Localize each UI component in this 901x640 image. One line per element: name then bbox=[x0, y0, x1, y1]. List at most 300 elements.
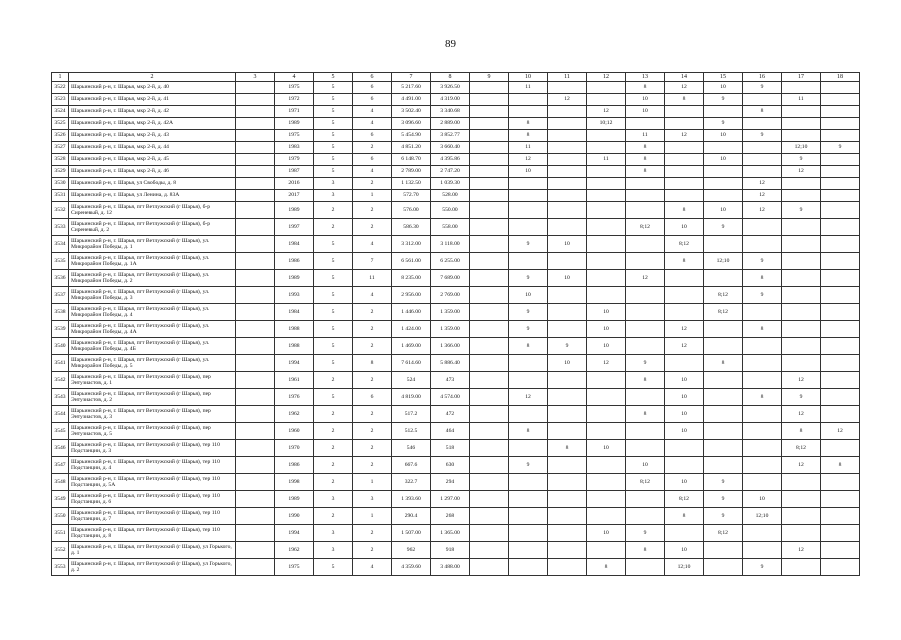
value-cell: 11 bbox=[587, 154, 626, 166]
value-cell: 5 217.60 bbox=[392, 82, 431, 94]
value-cell: 8 bbox=[626, 82, 665, 94]
value-cell: 12 bbox=[665, 338, 704, 355]
value-cell bbox=[704, 178, 743, 190]
value-cell: 1994 bbox=[275, 525, 314, 542]
value-cell: 6 bbox=[353, 130, 392, 142]
value-cell bbox=[236, 406, 275, 423]
value-cell: 10 bbox=[509, 287, 548, 304]
value-cell: 8 bbox=[626, 406, 665, 423]
value-cell: 1961 bbox=[275, 372, 314, 389]
table-row bbox=[52, 559, 860, 576]
column-number-7: 7 bbox=[392, 73, 431, 82]
value-cell bbox=[548, 491, 587, 508]
value-cell bbox=[236, 440, 275, 457]
table-row bbox=[52, 142, 860, 154]
value-cell bbox=[236, 106, 275, 118]
value-cell: 4 319.00 bbox=[431, 94, 470, 106]
value-cell: 10 bbox=[509, 166, 548, 178]
table-row bbox=[52, 178, 860, 190]
value-cell bbox=[782, 219, 821, 236]
row-number-cell: 3551 bbox=[52, 525, 69, 542]
column-number-14: 14 bbox=[665, 73, 704, 82]
address-cell: Шарьинский р-н, г. Шарья, пгт Ветлужский (г Шарья), ул. Микрорайон Победы, д. 5 bbox=[69, 355, 236, 372]
value-cell: 4 851.20 bbox=[392, 142, 431, 154]
value-cell: 918 bbox=[431, 542, 470, 559]
value-cell: 9 bbox=[509, 321, 548, 338]
row-number-cell: 3544 bbox=[52, 406, 69, 423]
value-cell bbox=[587, 202, 626, 219]
value-cell: 8 235.00 bbox=[392, 270, 431, 287]
value-cell bbox=[470, 253, 509, 270]
table-row bbox=[52, 130, 860, 142]
value-cell: 8 bbox=[782, 423, 821, 440]
value-cell bbox=[704, 542, 743, 559]
value-cell: 5 886.40 bbox=[431, 355, 470, 372]
value-cell: 1 359.00 bbox=[431, 304, 470, 321]
address-cell: Шарьинский р-н, г. Шарья, мкр 2-й, д. 42А bbox=[69, 118, 236, 130]
address-cell: Шарьинский р-н, г. Шарья, пгт Ветлужский (г Шарья), тер 110 Подстанции, д. 4 bbox=[69, 457, 236, 474]
table-row bbox=[52, 304, 860, 321]
row-number-cell: 3539 bbox=[52, 321, 69, 338]
value-cell: 10 bbox=[626, 106, 665, 118]
value-cell bbox=[821, 287, 860, 304]
value-cell: 5 bbox=[314, 82, 353, 94]
value-cell: 4 819.00 bbox=[392, 389, 431, 406]
value-cell: 1 366.00 bbox=[431, 338, 470, 355]
value-cell: 572.70 bbox=[392, 190, 431, 202]
value-cell: 1 bbox=[353, 190, 392, 202]
value-cell: 518 bbox=[431, 440, 470, 457]
value-cell: 1 bbox=[353, 508, 392, 525]
value-cell bbox=[626, 321, 665, 338]
value-cell bbox=[704, 166, 743, 178]
value-cell: 9 bbox=[782, 202, 821, 219]
value-cell: 12 bbox=[782, 457, 821, 474]
value-cell bbox=[509, 219, 548, 236]
value-cell bbox=[587, 457, 626, 474]
value-cell bbox=[236, 178, 275, 190]
value-cell: 10 bbox=[587, 338, 626, 355]
column-number-12: 12 bbox=[587, 73, 626, 82]
value-cell bbox=[470, 142, 509, 154]
value-cell: 1998 bbox=[275, 474, 314, 491]
value-cell bbox=[236, 118, 275, 130]
row-number-cell: 3524 bbox=[52, 106, 69, 118]
value-cell: 12 bbox=[587, 106, 626, 118]
value-cell bbox=[587, 190, 626, 202]
value-cell bbox=[509, 491, 548, 508]
address-cell: Шарьинский р-н, г. Шарья, пгт Ветлужский (г Шарья), пер Энтузиастов, д. 3 bbox=[69, 406, 236, 423]
value-cell bbox=[548, 389, 587, 406]
value-cell bbox=[509, 440, 548, 457]
value-cell bbox=[782, 508, 821, 525]
value-cell: 12 bbox=[782, 542, 821, 559]
address-cell: Шарьинский р-н, г. Шарья, пгт Ветлужский (г Шарья), тер 110 Подстанции, д. 3 bbox=[69, 440, 236, 457]
row-number-cell: 3529 bbox=[52, 166, 69, 178]
value-cell: 12 bbox=[665, 82, 704, 94]
value-cell bbox=[548, 154, 587, 166]
address-cell: Шарьинский р-н, г. Шарья, пгт Ветлужский (г Шарья), ул. Микрорайон Победы, д. 1 bbox=[69, 236, 236, 253]
value-cell: 6 bbox=[353, 82, 392, 94]
address-cell: Шарьинский р-н, г. Шарья, пгт Ветлужский (г Шарья), б-р Сиреневый, д. 12 bbox=[69, 202, 236, 219]
value-cell bbox=[548, 166, 587, 178]
table-row bbox=[52, 94, 860, 106]
value-cell bbox=[470, 304, 509, 321]
row-number-cell: 3531 bbox=[52, 190, 69, 202]
value-cell bbox=[782, 190, 821, 202]
value-cell bbox=[743, 542, 782, 559]
value-cell: 1 469.00 bbox=[392, 338, 431, 355]
table-row bbox=[52, 338, 860, 355]
value-cell bbox=[665, 440, 704, 457]
value-cell bbox=[470, 372, 509, 389]
value-cell bbox=[236, 474, 275, 491]
value-cell bbox=[470, 178, 509, 190]
value-cell: 1 359.00 bbox=[431, 321, 470, 338]
value-cell: 5 bbox=[314, 253, 353, 270]
value-cell: 6 148.70 bbox=[392, 154, 431, 166]
value-cell: 1 bbox=[353, 474, 392, 491]
row-number-cell: 3523 bbox=[52, 94, 69, 106]
value-cell bbox=[470, 236, 509, 253]
value-cell: 5 bbox=[314, 270, 353, 287]
value-cell bbox=[626, 389, 665, 406]
value-cell: 290.4 bbox=[392, 508, 431, 525]
value-cell bbox=[236, 423, 275, 440]
value-cell: 2 bbox=[353, 321, 392, 338]
value-cell bbox=[236, 219, 275, 236]
row-number-cell: 3553 bbox=[52, 559, 69, 576]
value-cell: 10 bbox=[548, 355, 587, 372]
value-cell: 8 bbox=[743, 270, 782, 287]
table-row bbox=[52, 389, 860, 406]
value-cell bbox=[821, 372, 860, 389]
value-cell bbox=[587, 253, 626, 270]
row-number-cell: 3537 bbox=[52, 287, 69, 304]
column-number-2: 2 bbox=[69, 73, 236, 82]
value-cell bbox=[626, 508, 665, 525]
column-number-11: 11 bbox=[548, 73, 587, 82]
value-cell: 8 bbox=[626, 142, 665, 154]
value-cell: 2017 bbox=[275, 190, 314, 202]
value-cell: 2 889.00 bbox=[431, 118, 470, 130]
value-cell bbox=[548, 190, 587, 202]
value-cell: 1988 bbox=[275, 321, 314, 338]
value-cell: 962 bbox=[392, 542, 431, 559]
value-cell: 322.7 bbox=[392, 474, 431, 491]
value-cell bbox=[548, 542, 587, 559]
value-cell bbox=[548, 321, 587, 338]
value-cell bbox=[548, 457, 587, 474]
column-number-4: 4 bbox=[275, 73, 314, 82]
value-cell: 3 bbox=[314, 525, 353, 542]
value-cell: 2 bbox=[353, 440, 392, 457]
value-cell: 268 bbox=[431, 508, 470, 525]
value-cell bbox=[587, 270, 626, 287]
value-cell: 5 bbox=[314, 130, 353, 142]
value-cell: 10 bbox=[587, 525, 626, 542]
value-cell bbox=[587, 178, 626, 190]
value-cell bbox=[548, 287, 587, 304]
value-cell: 2 769.00 bbox=[431, 287, 470, 304]
value-cell bbox=[548, 474, 587, 491]
row-number-cell: 3545 bbox=[52, 423, 69, 440]
value-cell bbox=[743, 457, 782, 474]
table-row bbox=[52, 440, 860, 457]
value-cell bbox=[743, 338, 782, 355]
value-cell bbox=[821, 559, 860, 576]
value-cell: 1975 bbox=[275, 82, 314, 94]
value-cell bbox=[587, 372, 626, 389]
value-cell: 1975 bbox=[275, 130, 314, 142]
value-cell: 2 bbox=[314, 219, 353, 236]
value-cell: 8 bbox=[587, 559, 626, 576]
row-number-cell: 3543 bbox=[52, 389, 69, 406]
address-cell: Шарьинский р-н, г. Шарья, пгт Ветлужский (г Шарья), ул. Микрорайон Победы, д. 2 bbox=[69, 270, 236, 287]
address-cell: Шарьинский р-н, г. Шарья, пгт Ветлужский (г Шарья), тер 110 Подстанции, д. 6 bbox=[69, 491, 236, 508]
value-cell bbox=[470, 423, 509, 440]
value-cell bbox=[782, 321, 821, 338]
value-cell: 2 bbox=[353, 178, 392, 190]
value-cell bbox=[743, 304, 782, 321]
value-cell bbox=[470, 106, 509, 118]
value-cell: 1986 bbox=[275, 253, 314, 270]
value-cell: 5 bbox=[314, 559, 353, 576]
value-cell bbox=[782, 130, 821, 142]
value-cell bbox=[509, 508, 548, 525]
table-row bbox=[52, 190, 860, 202]
value-cell bbox=[236, 142, 275, 154]
value-cell: 7 614.60 bbox=[392, 355, 431, 372]
value-cell bbox=[743, 219, 782, 236]
value-cell: 3 096.60 bbox=[392, 118, 431, 130]
value-cell bbox=[704, 236, 743, 253]
value-cell: 8 bbox=[665, 253, 704, 270]
value-cell bbox=[665, 142, 704, 154]
column-number-1: 1 bbox=[52, 73, 69, 82]
value-cell: 4 bbox=[353, 236, 392, 253]
value-cell bbox=[470, 355, 509, 372]
value-cell bbox=[743, 355, 782, 372]
value-cell bbox=[821, 118, 860, 130]
value-cell: 6 561.00 bbox=[392, 253, 431, 270]
value-cell: 9 bbox=[743, 559, 782, 576]
value-cell: 12 bbox=[626, 270, 665, 287]
value-cell: 517.2 bbox=[392, 406, 431, 423]
value-cell: 5 bbox=[314, 142, 353, 154]
value-cell bbox=[821, 178, 860, 190]
value-cell: 8 bbox=[626, 154, 665, 166]
value-cell: 2 bbox=[314, 423, 353, 440]
value-cell: 4 491.00 bbox=[392, 94, 431, 106]
value-cell: 2 789.00 bbox=[392, 166, 431, 178]
value-cell bbox=[587, 142, 626, 154]
value-cell bbox=[509, 372, 548, 389]
value-cell: 4 bbox=[353, 118, 392, 130]
table-body bbox=[52, 73, 860, 576]
value-cell bbox=[236, 525, 275, 542]
value-cell: 550.00 bbox=[431, 202, 470, 219]
value-cell: 9 bbox=[704, 474, 743, 491]
value-cell bbox=[821, 304, 860, 321]
address-cell: Шарьинский р-н, г. Шарья, мкр 2-й, д. 44 bbox=[69, 142, 236, 154]
value-cell bbox=[821, 355, 860, 372]
address-cell: Шарьинский р-н, г. Шарья, пгт Ветлужский (г Шарья), ул Горького, д. 2 bbox=[69, 559, 236, 576]
value-cell bbox=[509, 106, 548, 118]
value-cell: 2 bbox=[353, 457, 392, 474]
value-cell bbox=[509, 474, 548, 491]
address-cell: Шарьинский р-н, г. Шарья, пгт Ветлужский (г Шарья), пер Энтузиастов, д. 2 bbox=[69, 389, 236, 406]
value-cell bbox=[587, 542, 626, 559]
value-cell bbox=[587, 130, 626, 142]
table-row bbox=[52, 219, 860, 236]
value-cell bbox=[626, 559, 665, 576]
column-number-6: 6 bbox=[353, 73, 392, 82]
address-cell: Шарьинский р-н, г. Шарья, пгт Ветлужский (г Шарья), ул. Микрорайон Победы, д. 4 bbox=[69, 304, 236, 321]
value-cell: 9 bbox=[782, 389, 821, 406]
value-cell: 8;12 bbox=[626, 219, 665, 236]
value-cell: 1 393.60 bbox=[392, 491, 431, 508]
value-cell: 2 bbox=[353, 406, 392, 423]
value-cell: 8 bbox=[665, 508, 704, 525]
value-cell: 10 bbox=[743, 491, 782, 508]
value-cell: 8 bbox=[704, 355, 743, 372]
value-cell bbox=[626, 304, 665, 321]
value-cell bbox=[548, 304, 587, 321]
value-cell: 2 bbox=[353, 542, 392, 559]
value-cell: 10 bbox=[665, 372, 704, 389]
value-cell bbox=[782, 236, 821, 253]
value-cell: 10 bbox=[704, 202, 743, 219]
value-cell: 10 bbox=[704, 130, 743, 142]
value-cell bbox=[587, 236, 626, 253]
value-cell: 5 bbox=[314, 304, 353, 321]
value-cell: 4 574.00 bbox=[431, 389, 470, 406]
table-row bbox=[52, 154, 860, 166]
row-number-cell: 3526 bbox=[52, 130, 69, 142]
value-cell: 1962 bbox=[275, 542, 314, 559]
table-row bbox=[52, 542, 860, 559]
value-cell bbox=[236, 389, 275, 406]
value-cell: 12 bbox=[548, 94, 587, 106]
value-cell: 4 359.60 bbox=[392, 559, 431, 576]
value-cell: 1988 bbox=[275, 338, 314, 355]
value-cell bbox=[626, 118, 665, 130]
table-row bbox=[52, 253, 860, 270]
value-cell: 1971 bbox=[275, 106, 314, 118]
value-cell: 1 297.00 bbox=[431, 491, 470, 508]
value-cell: 2 bbox=[353, 372, 392, 389]
value-cell: 1979 bbox=[275, 154, 314, 166]
value-cell bbox=[236, 270, 275, 287]
value-cell bbox=[548, 202, 587, 219]
value-cell bbox=[821, 130, 860, 142]
value-cell: 5 bbox=[314, 338, 353, 355]
value-cell: 3 488.00 bbox=[431, 559, 470, 576]
value-cell: 3 926.50 bbox=[431, 82, 470, 94]
value-cell: 8;12 bbox=[704, 304, 743, 321]
row-number-cell: 3541 bbox=[52, 355, 69, 372]
value-cell: 9 bbox=[743, 130, 782, 142]
value-cell bbox=[782, 270, 821, 287]
value-cell: 558.00 bbox=[431, 219, 470, 236]
value-cell bbox=[236, 202, 275, 219]
value-cell bbox=[236, 559, 275, 576]
value-cell bbox=[704, 406, 743, 423]
value-cell bbox=[470, 542, 509, 559]
value-cell bbox=[665, 178, 704, 190]
value-cell bbox=[821, 406, 860, 423]
column-number-8: 8 bbox=[431, 73, 470, 82]
value-cell bbox=[236, 166, 275, 178]
value-cell bbox=[548, 118, 587, 130]
value-cell bbox=[704, 321, 743, 338]
row-number-cell: 3549 bbox=[52, 491, 69, 508]
value-cell: 9 bbox=[704, 94, 743, 106]
value-cell: 12 bbox=[782, 406, 821, 423]
value-cell bbox=[743, 525, 782, 542]
address-cell: Шарьинский р-н, г. Шарья, мкр 2-й, д. 40 bbox=[69, 82, 236, 94]
value-cell bbox=[470, 82, 509, 94]
column-number-5: 5 bbox=[314, 73, 353, 82]
value-cell: 1962 bbox=[275, 406, 314, 423]
value-cell bbox=[236, 321, 275, 338]
value-cell: 12 bbox=[509, 389, 548, 406]
value-cell: 5 bbox=[314, 355, 353, 372]
value-cell bbox=[236, 372, 275, 389]
value-cell bbox=[782, 355, 821, 372]
value-cell bbox=[743, 118, 782, 130]
value-cell: 512.5 bbox=[392, 423, 431, 440]
column-number-16: 16 bbox=[743, 73, 782, 82]
value-cell: 8;12 bbox=[704, 287, 743, 304]
value-cell bbox=[470, 118, 509, 130]
value-cell bbox=[704, 457, 743, 474]
value-cell bbox=[548, 372, 587, 389]
value-cell bbox=[782, 118, 821, 130]
value-cell: 9 bbox=[704, 491, 743, 508]
value-cell: 1 507.00 bbox=[392, 525, 431, 542]
address-cell: Шарьинский р-н, г. Шарья, мкр 2-й, д. 43 bbox=[69, 130, 236, 142]
value-cell bbox=[470, 474, 509, 491]
address-cell: Шарьинский р-н, г. Шарья, пгт Ветлужский (г Шарья), ул. Микрорайон Победы, д. 4А bbox=[69, 321, 236, 338]
value-cell bbox=[587, 508, 626, 525]
value-cell bbox=[587, 491, 626, 508]
row-number-cell: 3530 bbox=[52, 178, 69, 190]
value-cell bbox=[470, 491, 509, 508]
value-cell bbox=[509, 406, 548, 423]
value-cell: 10 bbox=[548, 236, 587, 253]
value-cell: 1 424.00 bbox=[392, 321, 431, 338]
value-cell bbox=[782, 525, 821, 542]
table-row bbox=[52, 355, 860, 372]
value-cell bbox=[821, 525, 860, 542]
value-cell bbox=[665, 457, 704, 474]
value-cell bbox=[548, 106, 587, 118]
value-cell bbox=[587, 474, 626, 491]
value-cell: 10 bbox=[587, 440, 626, 457]
value-cell: 1975 bbox=[275, 559, 314, 576]
value-cell: 10 bbox=[665, 423, 704, 440]
value-cell bbox=[587, 94, 626, 106]
value-cell: 10 bbox=[587, 304, 626, 321]
value-cell: 9 bbox=[548, 338, 587, 355]
value-cell bbox=[743, 94, 782, 106]
value-cell bbox=[821, 542, 860, 559]
value-cell bbox=[821, 166, 860, 178]
value-cell bbox=[743, 423, 782, 440]
value-cell: 8 bbox=[509, 338, 548, 355]
